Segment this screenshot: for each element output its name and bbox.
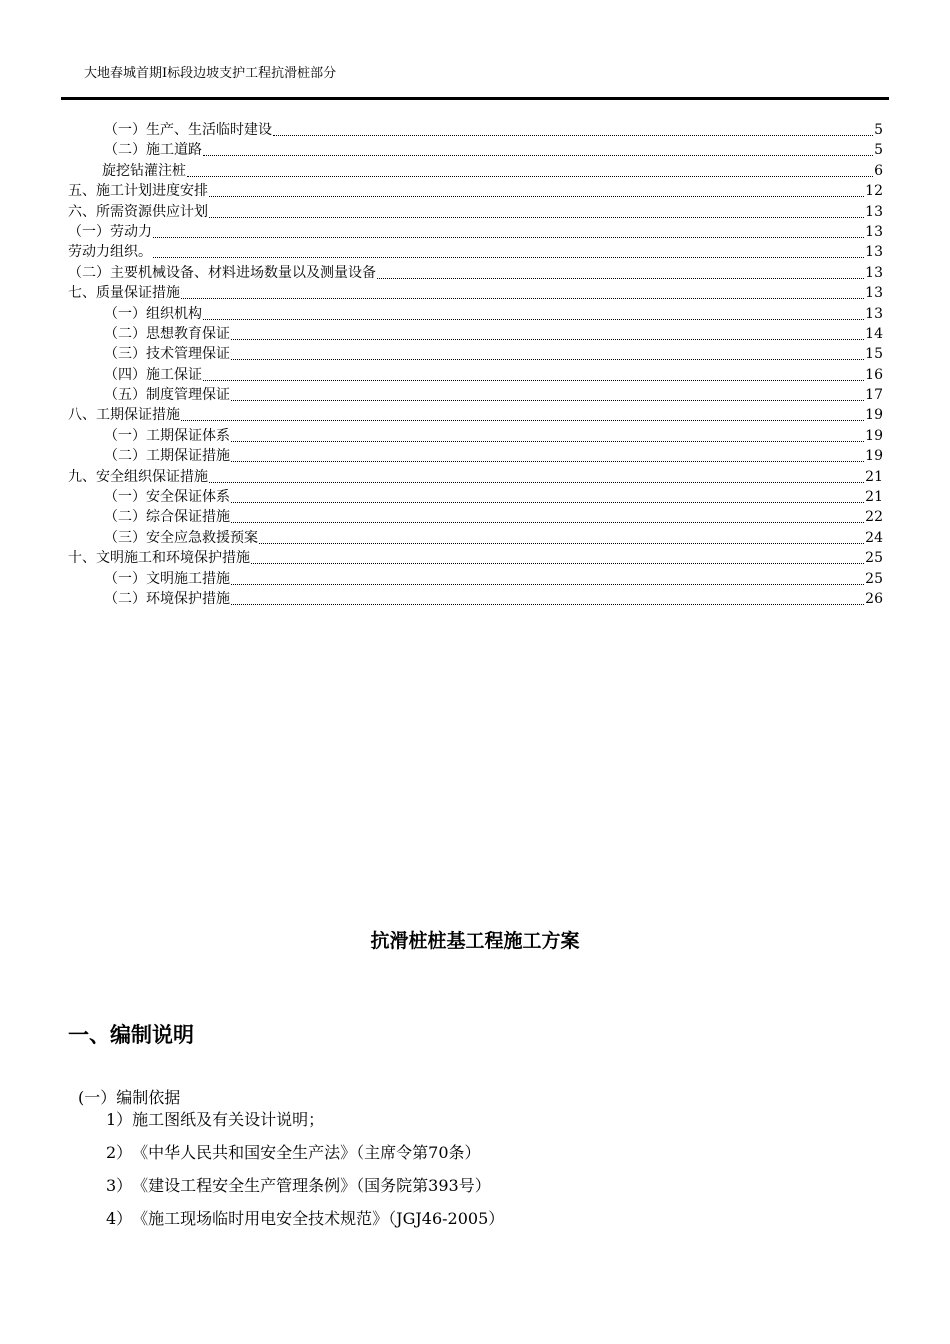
toc-entry-label: （二）综合保证措施 xyxy=(104,509,230,526)
toc-leader-dots xyxy=(203,306,864,320)
basis-item: 3） 《建设工程安全生产管理条例》（国务院第393号） xyxy=(106,1176,491,1195)
toc-leader-dots xyxy=(231,387,864,401)
toc-entry-page: 24 xyxy=(865,529,883,546)
toc-entry-label: （一）组织机构 xyxy=(104,305,202,322)
toc-entry-page: 12 xyxy=(865,183,883,200)
toc-entry-page: 15 xyxy=(865,346,883,363)
toc-entry[interactable] xyxy=(68,161,883,181)
toc-entry-label: 旋挖钻灌注桩 xyxy=(102,162,186,179)
toc-leader-dots xyxy=(209,469,864,483)
toc-leader-dots xyxy=(203,142,873,156)
toc-entry[interactable] xyxy=(68,528,883,548)
toc-entry[interactable] xyxy=(68,589,883,609)
toc-entry[interactable] xyxy=(68,569,883,589)
toc-entry-page: 13 xyxy=(865,203,883,220)
toc-leader-dots xyxy=(231,591,864,605)
toc-entry-label: （一）文明施工措施 xyxy=(104,570,230,587)
toc-entry-label: （二）工期保证措施 xyxy=(104,448,230,465)
toc-entry-label: 劳动力组织。 xyxy=(68,244,152,261)
toc-leader-dots xyxy=(153,224,864,238)
toc-entry[interactable] xyxy=(68,304,883,324)
toc-entry-page: 25 xyxy=(865,570,883,587)
table-of-contents xyxy=(68,120,883,609)
toc-leader-dots xyxy=(231,448,864,462)
toc-leader-dots xyxy=(187,163,873,177)
toc-entry[interactable] xyxy=(68,324,883,344)
toc-leader-dots xyxy=(259,530,864,544)
toc-leader-dots xyxy=(153,244,864,258)
toc-entry[interactable] xyxy=(68,202,883,222)
toc-leader-dots xyxy=(231,509,864,523)
header-rule xyxy=(61,97,889,100)
basis-item: 1）施工图纸及有关设计说明； xyxy=(106,1110,325,1129)
toc-entry-label: 十、文明施工和环境保护措施 xyxy=(68,550,250,567)
toc-entry-page: 5 xyxy=(874,142,883,159)
toc-entry-label: 七、质量保证措施 xyxy=(68,285,180,302)
toc-leader-dots xyxy=(231,428,864,442)
toc-entry[interactable] xyxy=(68,426,883,446)
toc-entry[interactable] xyxy=(68,385,883,405)
toc-entry[interactable] xyxy=(68,446,883,466)
toc-entry-label: （一）劳动力 xyxy=(68,223,152,240)
toc-entry-label: （一）工期保证体系 xyxy=(104,427,230,444)
toc-entry-page: 25 xyxy=(865,550,883,567)
toc-entry[interactable] xyxy=(68,548,883,568)
toc-entry-page: 26 xyxy=(865,590,883,607)
toc-entry-page: 22 xyxy=(865,509,883,526)
toc-entry-page: 19 xyxy=(865,427,883,444)
toc-leader-dots xyxy=(231,489,864,503)
toc-entry-page: 19 xyxy=(865,448,883,465)
toc-entry[interactable] xyxy=(68,344,883,364)
toc-entry-page: 13 xyxy=(865,244,883,261)
toc-leader-dots xyxy=(203,367,864,381)
toc-entry-label: （一）安全保证体系 xyxy=(104,489,230,506)
toc-entry-label: 九、安全组织保证措施 xyxy=(68,468,208,485)
toc-entry[interactable] xyxy=(68,263,883,283)
toc-entry-page: 21 xyxy=(865,468,883,485)
toc-entry[interactable] xyxy=(68,467,883,487)
toc-entry[interactable] xyxy=(68,487,883,507)
toc-entry[interactable] xyxy=(68,283,883,303)
toc-entry-label: （三）安全应急救援预案 xyxy=(104,529,258,546)
toc-entry-page: 14 xyxy=(865,325,883,342)
toc-entry[interactable] xyxy=(68,507,883,527)
toc-entry-label: （二）思想教育保证 xyxy=(104,325,230,342)
toc-entry-label: （四）施工保证 xyxy=(104,366,202,383)
basis-item: 4） 《施工现场临时用电安全技术规范》（JGJ46-2005） xyxy=(106,1209,505,1228)
toc-leader-dots xyxy=(181,407,864,421)
toc-leader-dots xyxy=(231,346,864,360)
toc-entry-label: 八、工期保证措施 xyxy=(68,407,180,424)
toc-leader-dots xyxy=(273,122,873,136)
toc-leader-dots xyxy=(181,285,864,299)
toc-entry-page: 13 xyxy=(865,305,883,322)
section-heading: 一、编制说明 xyxy=(68,1023,194,1047)
toc-entry[interactable] xyxy=(68,181,883,201)
toc-entry-page: 5 xyxy=(874,122,883,138)
basis-item: 2） 《中华人民共和国安全生产法》（主席令第70条） xyxy=(106,1143,481,1162)
toc-entry-page: 13 xyxy=(865,223,883,240)
document-title: 抗滑桩桩基工程施工方案 xyxy=(370,930,580,952)
toc-entry-label: （二）环境保护措施 xyxy=(104,590,230,607)
toc-entry-label: （一）生产、生活临时建设 xyxy=(104,122,272,138)
toc-entry-page: 6 xyxy=(874,162,883,179)
toc-entry-page: 13 xyxy=(865,285,883,302)
toc-leader-dots xyxy=(231,326,864,340)
toc-entry[interactable] xyxy=(68,242,883,262)
toc-entry[interactable] xyxy=(68,365,883,385)
toc-leader-dots xyxy=(231,571,864,585)
toc-entry-page: 21 xyxy=(865,489,883,506)
toc-entry-page: 16 xyxy=(865,366,883,383)
toc-entry[interactable] xyxy=(68,405,883,425)
toc-leader-dots xyxy=(209,183,864,197)
toc-entry[interactable] xyxy=(68,222,883,242)
toc-entry[interactable] xyxy=(68,120,883,140)
toc-leader-dots xyxy=(377,265,864,279)
page-header-title: 大地春城首期I标段边坡支护工程抗滑桩部分 xyxy=(84,66,337,81)
toc-entry-page: 17 xyxy=(865,387,883,404)
toc-leader-dots xyxy=(251,550,864,564)
toc-entry-label: （五）制度管理保证 xyxy=(104,387,230,404)
toc-leader-dots xyxy=(209,204,864,218)
toc-entry-label: 六、所需资源供应计划 xyxy=(68,203,208,220)
toc-entry-label: （二）施工道路 xyxy=(104,142,202,159)
toc-entry-page: 19 xyxy=(865,407,883,424)
toc-entry-label: 五、施工计划进度安排 xyxy=(68,183,208,200)
toc-entry-label: （二）主要机械设备、材料进场数量以及测量设备 xyxy=(68,264,376,281)
toc-entry-label: （三）技术管理保证 xyxy=(104,346,230,363)
toc-entry[interactable] xyxy=(68,140,883,160)
subsection-heading: (一）编制依据 xyxy=(78,1088,181,1107)
toc-entry-page: 13 xyxy=(865,264,883,281)
